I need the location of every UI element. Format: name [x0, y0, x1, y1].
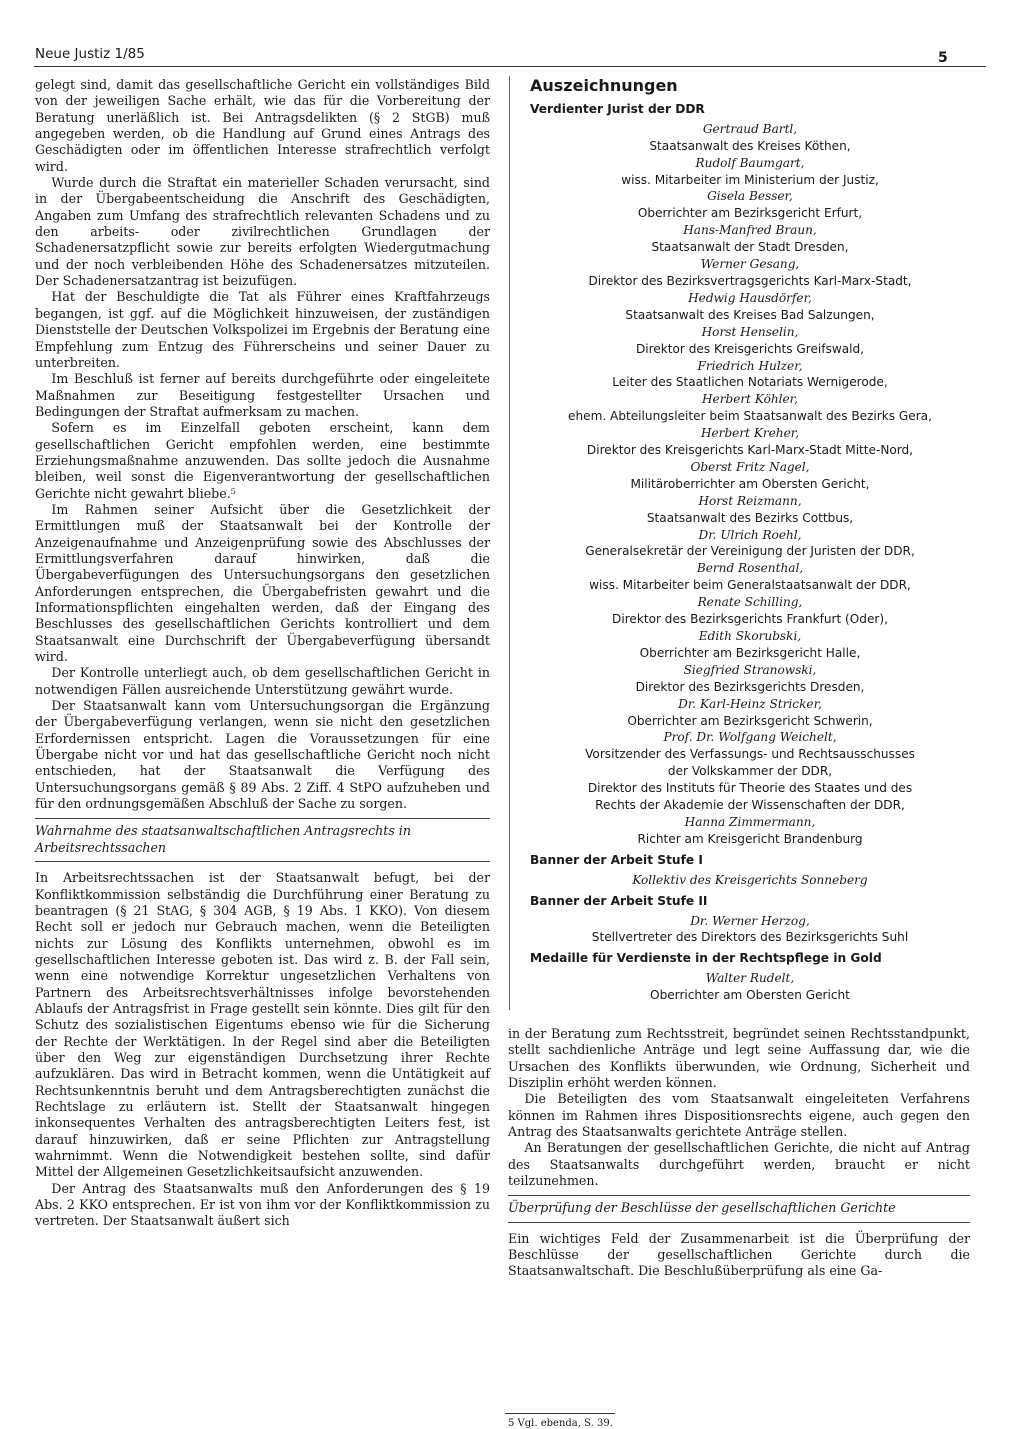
awardee-position: Rechts der Akademie der Wissenschaften der DDR,	[595, 798, 905, 813]
awardee-position: Direktor des Bezirksvertragsgerichts Karl-Marx-Stadt,	[588, 273, 912, 288]
paragraph: Der Antrag des Staatsanwalts muß den Anforderungen des § 19 Abs. 2 KKO entsprechen. Er ist von ihm vor der Konfliktkommission zu vertreten. Der Staatsanwalt äußert sich	[35, 1180, 490, 1229]
awardee-name: Dr. Ulrich Roehl,	[698, 527, 802, 542]
awardee-name: Gertraud Bartl,	[702, 121, 798, 136]
awardee-position: Staatsanwalt des Kreises Bad Salzungen,	[625, 307, 875, 322]
awardee-position: wiss. Mitarbeiter im Ministerium der Justiz,	[621, 172, 879, 187]
awardee-position: der Volkskammer der DDR,	[667, 764, 833, 779]
paragraph: In Arbeitsrechtssachen ist der Staatsanwalt befugt, bei der Konfliktkommission selbständig die Durchführung einer Beratung zu beantragen (§ 21 StAG, § 304 AGB, § 19 Abs. 1 KKO). Von diesem Recht soll er jedoch nur Gebrauch machen, wenn die Beteiligten nichts zur Lösung des Konflikts unternehmen, obwohl es im gesellschaftlichen Interesse geboten ist. Das wird z. B. der Fall sein, wenn eine notwendige Korrektur ungesetzlichen Verhaltens von Partnern des Arbeitsrechtsverhältnisses infolge bevorstehenden Ablaufs der Antragsfrist in Frage gestellt sein könnte. Dies gilt für den Schutz des sozialistischen Eigentums ebenso wie für die Sicherung der Rechte der Werktätigen. In der Regel sind aber die Beteiligten über den Weg zur eigenständigen Durchsetzung ihrer Rechte aufzuklären. Das wird in Betracht kommen, wenn die Untätigkeit auf Rechtsunkenntnis beruht und dem Antragsberechtigten zunächst die Rechtslage zu erläutern ist. Stellt der Staatsanwalt hingegen inkonsequentes Verhalten des antragsberechtigten Leiters fest, ist darauf hinzuwirken, daß er seine Pflichten zur Antragstellung wahrnimmt. Wenn die Notwendigkeit bestehen sollte, sind dafür Mittel der Allgemeinen Gesetzlichkeitsaufsicht anzuwenden.	[35, 870, 490, 1180]
paragraph: Der Kontrolle unterliegt auch, ob dem gesellschaftlichen Gericht in notwendigen Fällen ausreichende Unterstützung gewährt wurde.	[35, 665, 490, 697]
awardee-position: Staatsanwalt der Stadt Dresden,	[651, 240, 849, 255]
paragraph: Hat der Beschuldigte die Tat als Führer eines Kraftfahrzeugs begangen, ist ggf. auf die Möglichkeit hinzuweisen, der zuständigen Dienststelle der Deutschen Volkspolizei im Ergebnis der Beratung eine Empfehlung zum Entzug des Führerscheins und seiner Dauer zu unterbreiten.	[35, 289, 490, 370]
awardee-name: Siegfried Stranowski,	[683, 662, 817, 677]
page-number: 5	[938, 50, 948, 66]
awardee-name: Prof. Dr. Wolfgang Weichelt,	[663, 730, 837, 745]
awardee-name: Herbert Kreher,	[700, 426, 800, 441]
awardee-name: Renate Schilling,	[697, 595, 803, 610]
paragraph: Im Beschluß ist ferner auf bereits durchgeführte oder eingeleitete Maßnahmen zur Beseitigung festgestellter Ursachen und Bedingungen der Straftat aufmerksam zu machen.	[35, 371, 490, 419]
awardee-name: Oberst Fritz Nagel,	[690, 459, 810, 474]
paragraph: Ein wichtiges Feld der Zusammenarbeit ist die Überprüfung der Beschlüsse der gesellschaftlichen Gerichte durch die Staatsanwaltschaft. Die Beschlußüberprüfung als eine Ga-	[508, 1230, 970, 1279]
awardee-position: Direktor des Kreisgerichts Karl-Marx-Stadt Mitte-Nord,	[586, 443, 914, 458]
paragraph: Sofern es im Einzelfall geboten erscheint, kann dem gesellschaftlichen Gericht empfohlen werden, eine bestimmte Erziehungsmaßnahme anzuwenden. Das sollte jedoch die Ausnahme bleiben, weil sonst die Eigenverantwortung der gesellschaftlichen Gerichte nicht gewahrt bliebe.⁵	[35, 420, 490, 501]
paragraph: Der Staatsanwalt kann vom Untersuchungsorgan die Ergänzung der Übergabeverfügung verlangen, wenn sie nicht den gesetzlichen Erfordernissen entspricht. Lagen die Voraussetzungen für eine Übergabe nicht vor und hat das gesellschaftliche Gericht noch nicht entschieden, hat der Staatsanwalt die Verfügung des Untersuchungsorgans gemäß § 89 Abs. 2 Ziff. 4 StPO aufzuheben und für den ordnungsgemäßen Abschluß der Sache zu sorgen.	[35, 698, 490, 812]
right-column-bottom	[508, 1026, 970, 1280]
header-divider	[34, 66, 986, 67]
awardee-name: Walter Rudelt,	[705, 971, 795, 986]
left-column	[35, 77, 490, 1230]
awardee-name: Hanna Zimmermann,	[684, 814, 816, 829]
awardee-position: Oberrichter am Bezirksgericht Schwerin,	[627, 713, 873, 728]
paragraph: Die Beteiligten des vom Staatsanwalt eingeleiteten Verfahrens können im Rahmen ihres Dispositionsrechts eigene, auch gegen den Antrag des Staatsanwalts gerichtete Anträge stellen.	[508, 1091, 970, 1140]
awardee-position: Direktor des Instituts für Theorie des Staates und des	[587, 781, 913, 796]
awardee-position: Generalsekretär der Vereinigung der Juristen der DDR,	[585, 544, 915, 559]
awardee-position: Oberrichter am Bezirksgericht Erfurt,	[637, 206, 863, 221]
awards-list	[530, 101, 970, 1004]
awardee-name: Gisela Besser,	[707, 189, 793, 204]
awardee-name: Herbert Köhler,	[702, 392, 798, 407]
footnote: 5 Vgl. ebenda, S. 39.	[508, 1418, 613, 1429]
column-divider	[509, 76, 510, 1010]
awardee-name: Dr. Werner Herzog,	[690, 913, 810, 928]
awardee-position: wiss. Mitarbeiter beim Generalstaatsanwalt der DDR,	[589, 578, 911, 593]
awardee-position: Richter am Kreisgericht Brandenburg	[637, 831, 863, 846]
award-category-title: Medaille für Verdienste in der Rechtspflege in Gold	[530, 951, 882, 966]
awardee-name: Horst Henselin,	[701, 324, 799, 339]
awardee-name: Rudolf Baumgart,	[695, 155, 805, 170]
footnote-divider	[505, 1413, 615, 1414]
awardee-position: ehem. Abteilungsleiter beim Staatsanwalt des Bezirks Gera,	[568, 409, 932, 424]
award-category-title: Verdienter Jurist der DDR	[530, 101, 705, 116]
award-category-title: Banner der Arbeit Stufe II	[530, 893, 708, 908]
awardee-position: Leiter des Staatlichen Notariats Wernigerode,	[612, 375, 888, 390]
right-paragraphs	[508, 1026, 970, 1189]
awardee-position: Staatsanwalt des Kreises Köthen,	[649, 138, 851, 153]
section-title-ueberpruefung: Überprüfung der Beschlüsse der gesellschaftlichen Gerichte	[508, 1195, 970, 1222]
awardee-position: Militäroberrichter am Obersten Gericht,	[630, 476, 870, 491]
paragraph: gelegt sind, damit das gesellschaftliche Gericht ein vollständiges Bild von der jeweiligen Sache erhält, wie das für die Vorbereitung der Beratung unerläßlich ist. Bei Antragsdelikten (§ 2 StGB) muß angegeben werden, ob die Handlung auf Grund eines Antrags des Geschädigten oder im öffentlichen Interesse strafrechtlich verfolgt wird.	[35, 77, 490, 174]
awardee-position: Staatsanwalt des Bezirks Cottbus,	[646, 510, 854, 525]
awardee-name: Horst Reizmann,	[698, 493, 802, 508]
award-category-title: Banner der Arbeit Stufe I	[530, 852, 703, 867]
paragraph: An Beratungen der gesellschaftlichen Gerichte, die nicht auf Antrag des Staatsanwalts durchgeführt werden, braucht er nicht teilzunehmen.	[508, 1140, 970, 1189]
awardee-name: Hedwig Hausdörfer,	[688, 290, 812, 305]
awardee-name: Werner Gesang,	[700, 257, 800, 272]
awardee-position: Stellvertreter des Direktors des Bezirksgerichts Suhl	[591, 930, 909, 945]
paragraph: in der Beratung zum Rechtsstreit, begründet seinen Rechtsstandpunkt, stellt sachdienliche Anträge und legt seine Auffassung dar, wie die Ursachen des Konflikts überwunden, wie Ordnung, Sicherheit und Disziplin erhöht werden können.	[508, 1026, 970, 1091]
awardee-name: Dr. Karl-Heinz Stricker,	[678, 696, 822, 711]
left-paragraphs	[35, 77, 490, 812]
awardee-name: Kollektiv des Kreisgerichts Sonneberg	[632, 872, 868, 887]
right-section-paragraphs	[508, 1231, 970, 1280]
awardee-name: Hans-Manfred Braun,	[683, 223, 817, 238]
awardee-position: Direktor des Kreisgerichts Greifswald,	[635, 341, 865, 356]
awardee-position: Oberrichter am Bezirksgericht Halle,	[639, 645, 861, 660]
awardee-name: Edith Skorubski,	[698, 629, 802, 643]
awards-heading: Auszeichnungen	[530, 76, 678, 95]
awardee-name: Bernd Rosenthal,	[696, 561, 804, 576]
awardee-position: Oberrichter am Obersten Gericht	[650, 988, 850, 1003]
journal-issue: Neue Justiz 1/85	[35, 46, 145, 62]
awardee-position: Direktor des Bezirksgerichts Dresden,	[635, 679, 865, 694]
section-title-arbeitsrecht: Wahrnahme des staatsanwaltschaftlichen Antragsrechts in Arbeitsrechtssachen	[35, 818, 490, 862]
awardee-position: Vorsitzender des Verfassungs- und Rechtsausschusses	[585, 747, 915, 762]
awardee-name: Friedrich Hulzer,	[697, 358, 803, 373]
paragraph: Im Rahmen seiner Aufsicht über die Gesetzlichkeit der Ermittlungen muß der Staatsanwalt bei der Kontrolle der Anzeigenaufnahme und Anzeigenprüfung sowie des Abschlusses der Ermittlungsverfahren darauf hinwirken, daß die Übergabeverfügungen des Untersuchungsorgans den gesetzlichen Anforderungen entsprechen, die Übergabefristen gewahrt und die Informationspflichten eingehalten werden, daß der Eingang des Beschlusses des gesellschaftlichen Gerichts kontrolliert und dem Staatsanwalt eine Durchschrift der Übergabeverfügung übersandt wird.	[35, 501, 490, 665]
awardee-position: Direktor des Bezirksgerichts Frankfurt (Oder),	[612, 612, 888, 627]
left-section-paragraphs	[35, 870, 490, 1230]
awards-box	[530, 78, 970, 1004]
paragraph: Wurde durch die Straftat ein materieller Schaden verursacht, sind in der Übergabeentscheidung die Anschrift des Geschädigten, Angaben zum Umfang des strafrechtlich relevanten Schadens und zu den arbeits- oder zivilrechtlichen Grundlagen der Schadenersatzpflicht sowie zur bereits erfolgten Wiedergutmachung und der noch verbleibenden Höhe des Schadenersatzes mitzuteilen. Der Schadenersatzantrag ist beizufügen.	[35, 175, 490, 289]
